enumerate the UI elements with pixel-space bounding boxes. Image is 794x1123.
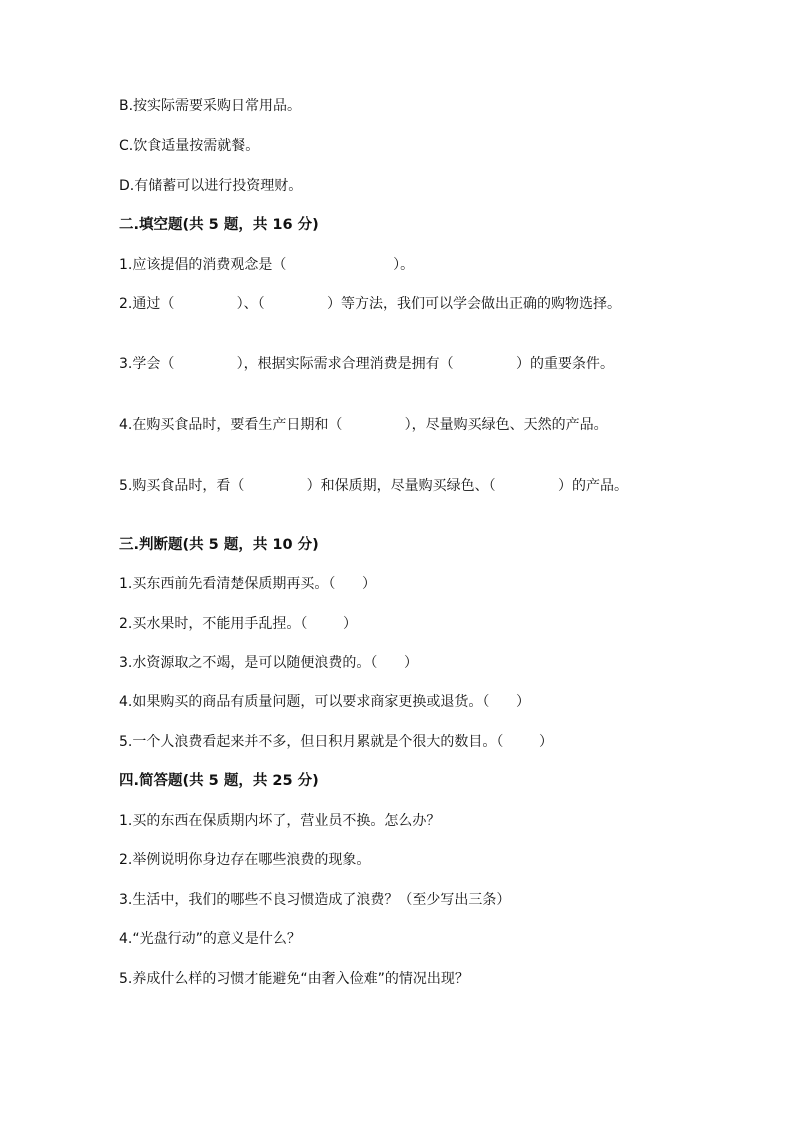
short-answer-question-2: 2.举例说明你身边存在哪些浪费的现象。 [119, 852, 371, 868]
true-false-question-5: 5.一个人浪费看起来并不多，但日积月累就是个很大的数目。（ ） [119, 734, 553, 750]
section-heading-short-answer: 四.简答题(共 5 题，共 25 分) [119, 773, 319, 789]
fill-blank-question-3: 3.学会（ ），根据实际需求合理消费是拥有（ ）的重要条件。 [119, 356, 614, 372]
short-answer-question-1: 1.买的东西在保质期内坏了，营业员不换。怎么办？ [119, 813, 441, 829]
section-heading-fill-blank: 二.填空题(共 5 题，共 16 分) [119, 217, 319, 233]
true-false-question-1: 1.买东西前先看清楚保质期再买。（ ） [119, 576, 377, 592]
short-answer-question-3: 3.生活中，我们的哪些不良习惯造成了浪费？（至少写出三条） [119, 892, 511, 908]
true-false-question-2: 2.买水果时，不能用手乱捏。（ ） [119, 616, 357, 632]
short-answer-question-4: 4.“光盘行动”的意义是什么？ [119, 931, 301, 947]
fill-blank-question-1: 1.应该提倡的消费观念是（ ）。 [119, 257, 415, 273]
option-c: C.饮食适量按需就餐。 [119, 138, 260, 154]
section-heading-true-false: 三.判断题(共 5 题，共 10 分) [119, 537, 319, 553]
option-d: D.有储蓄可以进行投资理财。 [119, 178, 303, 194]
short-answer-question-5: 5.养成什么样的习惯才能避免“由奢入俭难”的情况出现？ [119, 971, 469, 987]
true-false-question-3: 3.水资源取之不竭，是可以随便浪费的。（ ） [119, 655, 419, 671]
fill-blank-question-5: 5.购买食品时，看（ ）和保质期，尽量购买绿色、（ ）的产品。 [119, 478, 628, 494]
fill-blank-question-4: 4.在购买食品时，要看生产日期和（ ），尽量购买绿色、天然的产品。 [119, 417, 608, 433]
true-false-question-4: 4.如果购买的商品有质量问题，可以要求商家更换或退货。（ ） [119, 694, 531, 710]
fill-blank-question-2: 2.通过（ ）、（ ）等方法，我们可以学会做出正确的购物选择。 [119, 296, 621, 312]
option-b: B.按实际需要采购日常用品。 [119, 98, 302, 114]
